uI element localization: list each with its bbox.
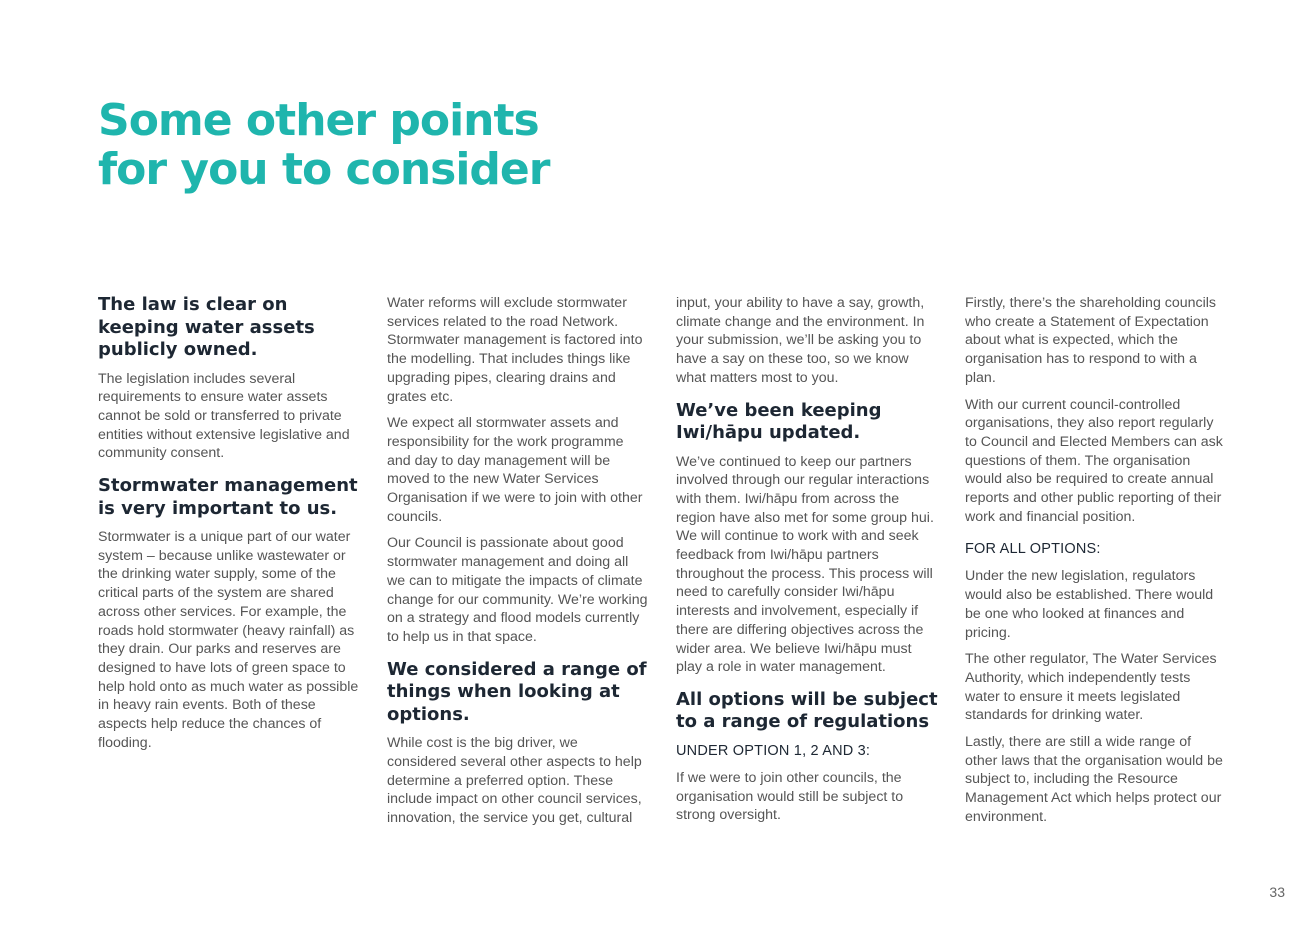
page-title-line-1: Some other points bbox=[98, 95, 539, 146]
subheading-option-1-2-3: UNDER OPTION 1, 2 AND 3: bbox=[676, 742, 871, 759]
paragraph-council-passionate: Our Council is passionate about good stormwater management and doing all we can to mitigate the impacts of climate change for our community. We’re working on a strategy and flood models currently to help us in that space. bbox=[387, 535, 648, 645]
paragraph-shareholding-councils: Firstly, there’s the shareholding councils who create a Statement of Expectation about what is expected, which the organisation has to respond to with a plan. bbox=[965, 295, 1217, 386]
paragraph-water-reforms: Water reforms will exclude stormwater services related to the road Network. Stormwater management is factored into the modelling. That includes things like upgrading pipes, clearing drains and grates etc. bbox=[387, 295, 643, 405]
paragraph-strong-oversight: If we were to join other councils, the organisation would still be subject to strong oversight. bbox=[676, 769, 904, 824]
heading-considered-range: We considered a range of things when looking at options. bbox=[387, 658, 647, 725]
heading-stormwater-important: Stormwater management is very important to us. bbox=[98, 475, 358, 519]
paragraph-stormwater-assets: We expect all stormwater assets and responsibility for the work programme and day to day management will be moved to the new Water Services Organisation if we were to join with other councils. bbox=[387, 415, 643, 525]
paragraph-input-say: input, your ability to have a say, growth, climate change and the environment. In your submission, we’ll be asking you to have a say on these too, so we know what matters most to you. bbox=[676, 295, 925, 386]
paragraph-partners-involved: We’ve continued to keep our partners involved through our regular interactions with them. Iwi/hāpu from across the region have also met for some group hui. We will continue to work with and seek feedback from Iwi/hāpu partners throughout the process. This process will need to carefully consider Iwi/hāpu interests and involvement, especially if there are differing objectives across the wider area. We believe Iwi/hāpu must play a role in water management. bbox=[676, 453, 934, 676]
paragraph-cost-driver: While cost is the big driver, we considered several other aspects to help determine a preferred option. These include impact on other council services, innovation, the service you get, cultural bbox=[387, 735, 642, 826]
page-number: 33 bbox=[1269, 884, 1285, 900]
column-3 bbox=[676, 294, 938, 833]
paragraph-council-controlled: With our current council-controlled organisations, they also report regularly to Council and Elected Members can ask questions of them. The organisation would also be required to create annual reports and other public reporting of their work and financial position. bbox=[965, 396, 1223, 525]
page-title-line-2: for you to consider bbox=[98, 144, 550, 195]
column-2 bbox=[387, 294, 649, 836]
subheading-all-options: FOR ALL OPTIONS: bbox=[965, 541, 1101, 558]
paragraph-regulators-established: Under the new legislation, regulators would also be established. There would be one who looked at finances and pricing. bbox=[965, 568, 1214, 641]
heading-regulations: All options will be subject to a range of regulations bbox=[676, 688, 938, 733]
paragraph-legislation-requirements: The legislation includes several requirements to ensure water assets cannot be sold or transferred to private entities without extensive legislative and community consent. bbox=[98, 370, 350, 462]
column-1 bbox=[98, 294, 360, 760]
paragraph-water-services-authority: The other regulator, The Water Services Authority, which independently tests water to ensure it meets legislated standards for drinking water. bbox=[965, 651, 1217, 724]
heading-iwi-hapu-updated: We’ve been keeping Iwi/hāpu updated. bbox=[676, 399, 882, 444]
page-title bbox=[98, 96, 549, 194]
paragraph-stormwater-unique: Stormwater is a unique part of our water system – because unlike wastewater or the drinking water supply, some of the critical parts of the system are shared across other services. For example, the roads hold stormwater (heavy rainfall) as they drain. Our parks and reserves are designed to have lots of green space to help hold onto as much water as possible in heavy rain events. Both of these aspects help reduce the chances of flooding. bbox=[98, 529, 359, 751]
heading-law-publicly-owned: The law is clear on keeping water assets publicly owned. bbox=[98, 294, 315, 360]
paragraph-other-laws: Lastly, there are still a wide range of other laws that the organisation would be subject to, including the Resource Management Act which helps protect our environment. bbox=[965, 734, 1223, 825]
column-4 bbox=[965, 294, 1227, 835]
